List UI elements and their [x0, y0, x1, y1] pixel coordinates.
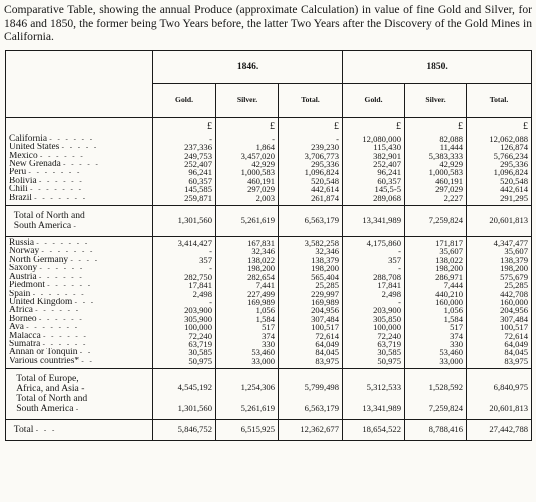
cell: -: [343, 298, 405, 306]
cell: 440,210: [405, 290, 467, 298]
cell: 145,5-5: [343, 185, 405, 193]
row-name: Piedmont: [9, 281, 45, 290]
leader-dots: - - - - - - -: [41, 247, 95, 256]
cell: 282,654: [216, 273, 279, 281]
table-row: [6, 264, 532, 272]
row-name: Spain: [9, 289, 31, 298]
row-label: [6, 185, 153, 193]
cell: 1,096,824: [467, 168, 532, 176]
cell: -: [153, 298, 216, 306]
total-europe-row: [6, 369, 532, 420]
table-title: Comparative Table, showing the annual Produce (approximate Calculation) in value of fine Gold and Silver, for 1846 and 1850, the former being Two Years before, the latter Two Years after the Discovery of the Gold Mines in California.: [4, 3, 532, 43]
cell: 203,900: [153, 306, 216, 314]
cell: 4,545,192 1,301,560: [153, 369, 216, 420]
row-name: United Kingdom: [9, 297, 73, 307]
cell: 297,029: [405, 185, 467, 193]
leader-dots: - - - - - -: [35, 306, 81, 315]
table-row: [6, 168, 532, 176]
row-label: [6, 194, 153, 206]
cell: 126,874: [467, 143, 532, 151]
cell: 1,056: [405, 306, 467, 314]
cell: 8,788,416: [405, 420, 467, 441]
leader-dots: - - - - -: [63, 160, 100, 169]
cell: 249,753: [153, 152, 216, 160]
cell: 13,341,989: [343, 206, 405, 237]
cell: -: [153, 133, 216, 143]
cell: 1,000,583: [216, 168, 279, 176]
table-row: [6, 177, 532, 185]
table-row: [6, 256, 532, 264]
row-name: Norway: [9, 247, 40, 256]
leader-dots: - - - - - - -: [32, 289, 86, 298]
cell: 83,975: [467, 357, 532, 369]
table-row: [6, 332, 532, 340]
cell: 297,029: [216, 185, 279, 193]
row-label: [6, 133, 153, 143]
cell: 460,191: [405, 177, 467, 185]
row-name: Peru: [9, 168, 27, 177]
leader-dots: - - - - - -: [39, 151, 85, 160]
cell: 382,901: [343, 152, 405, 160]
cell: 33,000: [216, 357, 279, 369]
row-name: Bolivia: [9, 176, 37, 186]
cell: 2,003: [216, 194, 279, 206]
year-1846: 1846.: [153, 51, 343, 84]
leader-dots: - - - - - -: [42, 339, 88, 348]
total-europe-label: Total of Europe, Africa, and Asia - Total of North and South America -: [6, 369, 153, 420]
cell: 305,900: [153, 315, 216, 323]
cell: 5,766,234: [467, 152, 532, 160]
row-label: [6, 273, 153, 281]
header-blank: [6, 51, 153, 118]
cell: 60,357: [153, 177, 216, 185]
cell: 12,062,088: [467, 133, 532, 143]
cell: 100,000: [153, 323, 216, 331]
cell: 442,614: [279, 185, 343, 193]
row-name: Various countries*: [9, 356, 80, 366]
row-label: [6, 298, 153, 306]
cell: 1,254,306 5,261,619: [216, 369, 279, 420]
table-row: [6, 340, 532, 348]
cell: -: [216, 133, 279, 143]
cell: 138,379: [279, 256, 343, 264]
cell: 291,295: [467, 194, 532, 206]
cell: -: [343, 264, 405, 272]
cell: -: [153, 264, 216, 272]
row-name: North Germany: [9, 255, 69, 265]
leader-dots: - - - -: [70, 255, 100, 264]
leader-dots: - - - - - - -: [28, 168, 82, 177]
table-row: [6, 152, 532, 160]
cell: 35,607: [405, 247, 467, 255]
cell: 204,956: [467, 306, 532, 314]
cell: 1,864: [216, 143, 279, 151]
table-row: [6, 194, 532, 206]
currency-blank: [6, 117, 153, 133]
cell: 575,679: [467, 273, 532, 281]
leader-dots: - - - - - -: [38, 272, 84, 281]
row-label: [6, 306, 153, 314]
cell: 374: [405, 332, 467, 340]
total-americas-row: [6, 206, 532, 237]
cell: 252,407: [153, 160, 216, 168]
subheader-total-1850: Total.: [467, 84, 532, 117]
cell: 1,528,592 7,259,824: [405, 369, 467, 420]
cell: 145,585: [153, 185, 216, 193]
cell: 72,614: [467, 332, 532, 340]
row-label: [6, 315, 153, 323]
table-row: [6, 143, 532, 151]
cell: 100,000: [343, 323, 405, 331]
leader-dots: - - - - - - -: [34, 193, 88, 202]
currency-row: [6, 117, 532, 133]
row-name: Africa: [9, 306, 33, 315]
cell: 72,240: [343, 332, 405, 340]
row-label: [6, 290, 153, 298]
cell: 4,347,477: [467, 237, 532, 248]
cell: 517: [216, 323, 279, 331]
row-name: Borneo: [9, 314, 37, 324]
cell: 17,841: [153, 281, 216, 289]
leader-dots: - - - - - - -: [26, 323, 80, 332]
table-row: [6, 348, 532, 356]
cell: 18,654,522: [343, 420, 405, 441]
cell: 261,874: [279, 194, 343, 206]
cell: 460,191: [216, 177, 279, 185]
cell: 83,975: [279, 357, 343, 369]
row-name: United States: [9, 143, 60, 152]
row-label: [6, 348, 153, 356]
row-name: Russia: [9, 238, 35, 248]
table-row: [6, 306, 532, 314]
cell: 63,719: [343, 340, 405, 348]
cell: 50,975: [343, 357, 405, 369]
leader-dots: - - - - - - -: [30, 185, 83, 194]
row-name: Chili: [9, 185, 28, 194]
leader-dots: - - - - - - -: [36, 239, 90, 248]
row-label: [6, 168, 153, 176]
currency-symbol: £: [279, 117, 343, 133]
currency-symbol: £: [216, 117, 279, 133]
subheader-gold-1850: Gold.: [343, 84, 405, 117]
cell: 198,200: [279, 264, 343, 272]
leader-dots: - - - - - -: [47, 281, 93, 290]
cell: 6,515,925: [216, 420, 279, 441]
cell: 64,049: [467, 340, 532, 348]
row-label: [6, 340, 153, 348]
cell: 259,871: [153, 194, 216, 206]
table-row: [6, 247, 532, 255]
cell: 1,000,583: [405, 168, 467, 176]
row-label: [6, 323, 153, 331]
row-name: Brazil: [9, 193, 32, 203]
cell: 160,000: [467, 298, 532, 306]
cell: 252,407: [343, 160, 405, 168]
row-label: [6, 143, 153, 151]
cell: 2,498: [343, 290, 405, 298]
cell: 7,444: [405, 281, 467, 289]
grand-total-row: [6, 420, 532, 441]
cell: 138,022: [405, 256, 467, 264]
cell: 7,441: [216, 281, 279, 289]
table-row: [6, 281, 532, 289]
cell: 12,362,677: [279, 420, 343, 441]
cell: 307,484: [467, 315, 532, 323]
cell: 198,200: [405, 264, 467, 272]
cell: 3,457,020: [216, 152, 279, 160]
row-name: Malacca: [9, 331, 41, 340]
cell: 442,614: [467, 185, 532, 193]
row-label: [6, 332, 153, 340]
table-row: [6, 315, 532, 323]
leader-dots: - - - - - -: [38, 176, 84, 185]
leader-dots: - - - - - -: [49, 134, 95, 143]
table-row: [6, 290, 532, 298]
cell: 289,068: [343, 194, 405, 206]
cell: 100,517: [279, 323, 343, 331]
cell: 307,484: [279, 315, 343, 323]
year-header-row: [6, 51, 532, 84]
row-name: Mexico: [9, 151, 38, 161]
cell: -: [153, 247, 216, 255]
cell: 169,989: [216, 298, 279, 306]
cell: 282,750: [153, 273, 216, 281]
cell: 204,956: [279, 306, 343, 314]
cell: -: [279, 133, 343, 143]
subheader-gold-1846: Gold.: [153, 84, 216, 117]
table-row: [6, 323, 532, 331]
cell: 288,708: [343, 273, 405, 281]
section-americas: [6, 133, 532, 206]
cell: 53,460: [405, 348, 467, 356]
row-name: Saxony: [9, 264, 38, 273]
leader-dots: - - - - - -: [38, 314, 84, 323]
year-1850: 1850.: [343, 51, 532, 84]
cell: 84,045: [467, 348, 532, 356]
cell: 229,997: [279, 290, 343, 298]
cell: 357: [153, 256, 216, 264]
cell: 1,096,824: [279, 168, 343, 176]
row-label: [6, 357, 153, 369]
leader-dots: - -: [81, 356, 94, 365]
cell: 5,846,752: [153, 420, 216, 441]
cell: 115,430: [343, 143, 405, 151]
row-label: [6, 264, 153, 272]
cell: 237,336: [153, 143, 216, 151]
cell: 96,241: [153, 168, 216, 176]
cell: 30,585: [153, 348, 216, 356]
cell: 63,719: [153, 340, 216, 348]
cell: 3,706,773: [279, 152, 343, 160]
cell: 227,499: [216, 290, 279, 298]
cell: 3,414,427: [153, 237, 216, 248]
cell: 6,840,975 20,601,813: [467, 369, 532, 420]
row-name: Ava: [9, 323, 24, 332]
row-name: Austria: [9, 272, 37, 282]
cell: 60,357: [343, 177, 405, 185]
cell: 72,240: [153, 332, 216, 340]
table-row: [6, 273, 532, 281]
cell: -: [343, 247, 405, 255]
cell: 374: [216, 332, 279, 340]
row-name: New Grenada: [9, 160, 61, 169]
leader-dots: - - -: [74, 297, 96, 306]
cell: 357: [343, 256, 405, 264]
cell: 442,708: [467, 290, 532, 298]
row-label: [6, 247, 153, 255]
table-row: [6, 237, 532, 248]
cell: 1,584: [216, 315, 279, 323]
cell: 7,259,824: [405, 206, 467, 237]
cell: 5,383,333: [405, 152, 467, 160]
cell: 286,971: [405, 273, 467, 281]
cell: 203,900: [343, 306, 405, 314]
cell: 32,346: [279, 247, 343, 255]
cell: 72,614: [279, 332, 343, 340]
total-americas-label: Total of North and South America -: [6, 206, 153, 237]
subheader-silver-1850: Silver.: [405, 84, 467, 117]
cell: 25,285: [467, 281, 532, 289]
cell: 32,346: [216, 247, 279, 255]
table-row: [6, 357, 532, 369]
currency-symbol: £: [343, 117, 405, 133]
cell: 5,799,498 6,563,179: [279, 369, 343, 420]
currency-symbol: £: [153, 117, 216, 133]
cell: 305,850: [343, 315, 405, 323]
cell: 295,336: [279, 160, 343, 168]
cell: 96,241: [343, 168, 405, 176]
grand-total-label: Total - - -: [6, 420, 153, 441]
cell: 12,080,000: [343, 133, 405, 143]
row-label: [6, 177, 153, 185]
cell: 84,045: [279, 348, 343, 356]
currency-symbol: £: [467, 117, 532, 133]
cell: 17,841: [343, 281, 405, 289]
cell: 20,601,813: [467, 206, 532, 237]
cell: 171,817: [405, 237, 467, 248]
cell: 520,548: [279, 177, 343, 185]
cell: 6,563,179: [279, 206, 343, 237]
cell: 198,200: [216, 264, 279, 272]
table-row: [6, 185, 532, 193]
row-label: [6, 152, 153, 160]
cell: 5,312,533 13,341,989: [343, 369, 405, 420]
cell: 11,444: [405, 143, 467, 151]
cell: 198,200: [467, 264, 532, 272]
cell: 64,049: [279, 340, 343, 348]
table-row: [6, 133, 532, 143]
cell: 138,022: [216, 256, 279, 264]
cell: 330: [405, 340, 467, 348]
row-label: [6, 281, 153, 289]
cell: 2,227: [405, 194, 467, 206]
cell: 169,989: [279, 298, 343, 306]
cell: 4,175,860: [343, 237, 405, 248]
cell: 138,379: [467, 256, 532, 264]
row-label: [6, 237, 153, 248]
cell: 1,056: [216, 306, 279, 314]
table-row: [6, 160, 532, 168]
subheader-total-1846: Total.: [279, 84, 343, 117]
cell: 82,088: [405, 133, 467, 143]
cell: 520,548: [467, 177, 532, 185]
cell: 100,517: [467, 323, 532, 331]
cell: 160,000: [405, 298, 467, 306]
cell: 33,000: [405, 357, 467, 369]
cell: 330: [216, 340, 279, 348]
cell: 30,585: [343, 348, 405, 356]
cell: 1,301,560: [153, 206, 216, 237]
leader-dots: - - - - -: [61, 143, 99, 152]
cell: 50,975: [153, 357, 216, 369]
cell: 1,584: [405, 315, 467, 323]
cell: 35,607: [467, 247, 532, 255]
leader-dots: - - - - - -: [43, 331, 88, 340]
cell: 25,285: [279, 281, 343, 289]
cell: 167,831: [216, 237, 279, 248]
cell: 2,498: [153, 290, 216, 298]
leader-dots: - - - - - -: [39, 264, 85, 273]
row-label: [6, 256, 153, 264]
row-label: [6, 160, 153, 168]
section-europe-africa-asia: [6, 237, 532, 369]
cell: 565,404: [279, 273, 343, 281]
row-name: Annan or Tonquin: [9, 348, 78, 357]
cell: 27,442,788: [467, 420, 532, 441]
row-name: California: [9, 133, 48, 144]
currency-symbol: £: [405, 117, 467, 133]
cell: 3,582,258: [279, 237, 343, 248]
table-row: [6, 298, 532, 306]
cell: 42,929: [216, 160, 279, 168]
cell: 517: [405, 323, 467, 331]
leader-dots: - -: [79, 348, 93, 357]
subheader-silver-1846: Silver.: [216, 84, 279, 117]
cell: 5,261,619: [216, 206, 279, 237]
cell: 239,230: [279, 143, 343, 151]
cell: 42,929: [405, 160, 467, 168]
cell: 53,460: [216, 348, 279, 356]
row-name: Sumatra: [9, 339, 41, 349]
produce-table: [5, 50, 532, 441]
cell: 295,336: [467, 160, 532, 168]
